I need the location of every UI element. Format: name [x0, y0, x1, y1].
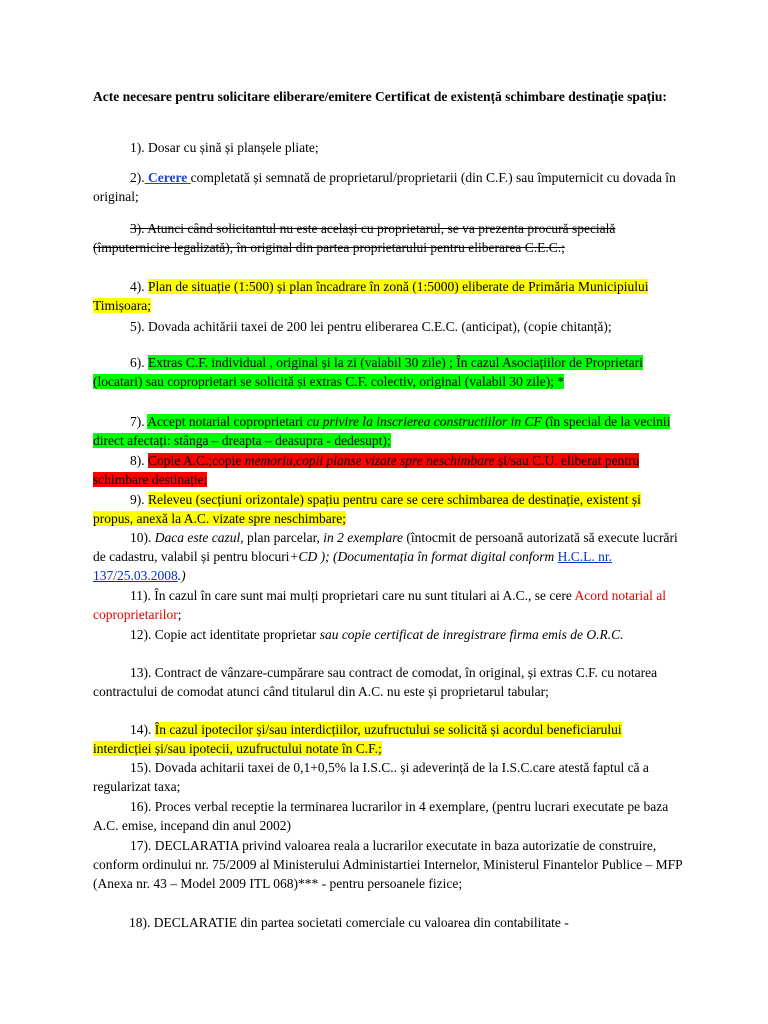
list-item-5 — [93, 317, 683, 336]
item-6-highlight: Extras C.F. individual , original și la zi (valabil 30 zile) ; În cazul Asociațiilor de Proprietari (locatari) sau coproprietari se solicită și extras C.F. colectiv, original (valabil 30 zile); * — [93, 355, 643, 389]
item-10-number: 10). — [130, 530, 152, 545]
item-7-highlight: Accept notarial coproprietari cu privire la inscrierea constructiilor in CF (în special de la vecinii direct afectați: stânga – dreapta – deasupra - dedesupt); — [93, 414, 671, 448]
item-14-number: 14). — [130, 722, 152, 737]
item-11-red-text: Acord notarial al coproprietarilor — [93, 588, 666, 622]
item-16-text: 16). Proces verbal receptie la terminarea lucrarilor in 4 exemplare, (pentru lucrari executate pe baza A.C. emise, incepand din anul 2002) — [93, 799, 669, 833]
item-11-text: 11). În cazul în care sunt mai mulți proprietari care nu sunt titulari ai A.C., se cere — [130, 588, 575, 603]
item-2-text: completată și semnată de proprietarul/proprietarii (din C.F.) sau împuternicit cu dovada în original; — [93, 170, 676, 204]
list-item-1 — [93, 138, 683, 157]
list-item-11: 11). În cazul în care sunt mai mulți proprietari care nu sunt titulari ai A.C., se cere Acord notarial al coproprietarilor; — [93, 588, 666, 622]
item-14-highlight: În cazul ipotecilor și/sau interdicțiilor, uzufructului se solicită și acordul beneficiarului interdicției și/sau ipotecii, uzufructului notate în C.F.; — [93, 722, 622, 756]
list-item-8 — [93, 451, 683, 489]
item-4-highlight: Plan de situație (1:500) și plan încadrare în zonă (1:5000) eliberate de Primăria Municipiului Timișoara; — [93, 279, 649, 313]
item-13-text: 13). Contract de vânzare-cumpărare sau contract de comodat, în original, și extras C.F. cu notarea contractului de comodat atunci când titularul din A.C. nu este și proprietarul tabular; — [93, 665, 658, 699]
item-4-number: 4). — [130, 279, 145, 294]
item-2-number: 2). — [130, 170, 145, 185]
cerere-link[interactable]: Cerere — [144, 170, 191, 185]
item-6-number: 6). — [130, 355, 145, 370]
list-item-16 — [93, 797, 683, 835]
item-8-highlight: Copie A.C.;copie memoriu,copii planse vizate spre neschimbare și/sau C.U. eliberat pentru schimbare destinație; — [93, 453, 640, 487]
document-title: Acte necesare pentru solicitare eliberare/emitere Certificat de existență schimbare destinație spațiu: — [93, 89, 667, 104]
hcl-link[interactable]: H.C.L. nr. 137/25.03.2008 — [93, 549, 613, 583]
list-item-13 — [93, 663, 683, 701]
list-item-14 — [93, 720, 683, 758]
list-item-6 — [93, 353, 683, 391]
list-item-9 — [93, 490, 683, 528]
item-8-number: 8). — [130, 453, 145, 468]
list-item-18 — [93, 913, 683, 932]
list-item-15 — [93, 758, 683, 796]
item-7-number: 7). — [130, 414, 145, 429]
item-15-text: 15). Dovada achitarii taxei de 0,1+0,5% la I.S.C.. și adeverință de la I.S.C.care atestă faptul că a regularizat taxa; — [93, 760, 649, 794]
item-18-text: 18). DECLARATIE din partea societati comerciale cu valoarea din contabilitate - — [129, 915, 569, 930]
list-item-10: 10). Daca este cazul, plan parcelar, in 2 exemplare (întocmit de persoană autorizată să execute lucrări de cadastru, valabil și pentru blocuri+CD ); (Documentația în format digital conform H.C.L. nr. 137/25.03.2008.) — [93, 530, 678, 583]
item-17-text: 17). DECLARATIA privind valoarea reala a lucrarilor executate in baza autorizatie de construire, conform ordinului nr. 75/2009 al Ministerului Administartiei Internelor, Ministerul Finantelor Publice – MFP (Anexa nr. 43 – Model 2009 ITL 068)*** - pentru persoanele fizice; — [93, 838, 683, 891]
item-3-text: 3). Atunci când solicitantul nu este același cu proprietarul, se va prezenta procură specială (împuternicire legalizată), în original din partea proprietarului pentru eliberarea C.E.C.; — [93, 221, 616, 255]
item-5-text: 5). Dovada achitării taxei de 200 lei pentru eliberarea C.E.C. (anticipat), (copie chitanță); — [130, 319, 612, 334]
list-item-4 — [93, 277, 683, 315]
item-1-text: 1). Dosar cu șină și planșele pliate; — [130, 140, 319, 155]
item-12-italic: sau copie certificat de inregistrare firma emis de O.R.C. — [319, 627, 624, 642]
list-item-17 — [93, 836, 683, 893]
list-item-12 — [93, 625, 683, 644]
list-item-3-struck — [93, 219, 683, 257]
item-9-number: 9). — [130, 492, 145, 507]
item-9-highlight: Releveu (secțiuni orizontale) spațiu pentru care se cere schimbarea de destinație, existent și propus, anexă la A.C. vizate spre neschimbare; — [93, 492, 641, 526]
item-12-text: 12). Copie act identitate proprietar — [130, 627, 320, 642]
list-item-7 — [93, 412, 683, 450]
list-item-2 — [93, 168, 683, 206]
